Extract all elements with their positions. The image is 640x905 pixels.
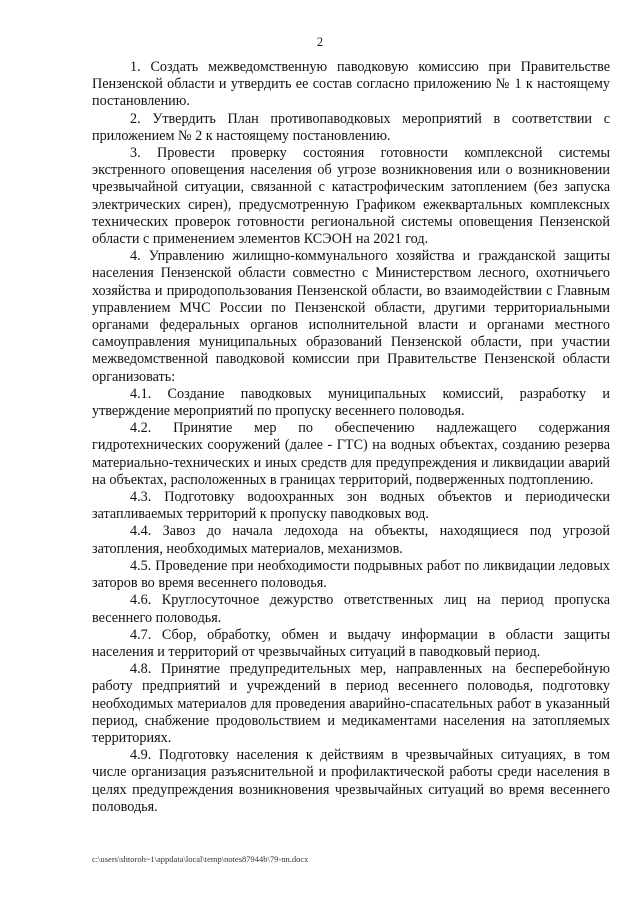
paragraph-4-1: 4.1. Создание паводковых муниципальных комиссий, разработку и утверждение мероприятий по пропуску весеннего половодья. xyxy=(92,385,610,420)
document-body xyxy=(92,59,610,816)
paragraph-4-9: 4.9. Подготовку населения к действиям в чрезвычайных ситуациях, в том числе организация разъяснительной и профилактической работы среди населения в целях предупреждения возникновения чрезвычайных ситуаций во время весеннего половодья. xyxy=(92,747,610,815)
footer-file-path: c:\users\shtoroh~1\appdata\local\temp\notes87944b\79-nn.docx xyxy=(92,854,309,864)
paragraph-4-5: 4.5. Проведение при необходимости подрывных работ по ликвидации ледовых заторов во время весеннего половодья. xyxy=(92,557,610,592)
paragraph-3: 3. Провести проверку состояния готовности комплексной системы экстренного оповещения населения об угрозе возникновения или о возникновении чрезвычайной ситуации, связанной с катастрофическим затоплением (без запуска электрических сирен), предусмотренную Графиком ежеквартальных комплексных технических проверок готовности региональной системы оповещения Пензенской области с применением элементов КСЭОН на 2021 год. xyxy=(92,145,610,248)
paragraph-1: 1. Создать межведомственную паводковую комиссию при Правительстве Пензенской области и утвердить ее состав согласно приложению № 1 к настоящему постановлению. xyxy=(92,59,610,110)
paragraph-4-2: 4.2. Принятие мер по обеспечению надлежащего содержания гидротехнических сооружений (далее - ГТС) на водных объектах, созданию резерва материально-технических и иных средств для предупреждения и ликвидации аварий на объектах, расположенных в границах территорий, подверженных подтоплению. xyxy=(92,420,610,488)
paragraph-4-8: 4.8. Принятие предупредительных мер, направленных на бесперебойную работу предприятий и учреждений в период весеннего половодья, подготовку необходимых материалов для проведения аварийно-спасательных работ в указанный период, снабжение продовольствием и медикаментами населения на затопляемых территориях. xyxy=(92,661,610,746)
paragraph-4-6: 4.6. Круглосуточное дежурство ответственных лиц на период пропуска весеннего половодья. xyxy=(92,592,610,626)
paragraph-2: 2. Утвердить План противопаводковых мероприятий в соответствии с приложением № 2 к настоящему постановлению. xyxy=(92,110,610,144)
paragraph-4-3: 4.3. Подготовку водоохранных зон водных объектов и периодически затапливаемых территорий к пропуску паводковых вод. xyxy=(92,489,610,523)
paragraph-4: 4. Управлению жилищно-коммунального хозяйства и гражданской защиты населения Пензенской области совместно с Министерством лесного, охотничьего хозяйства и природопользования Пензенской области, во взаимодействии с Главным управлением МЧС России по Пензенской области, другими территориальными органами федеральных органов исполнительной власти и органами местного самоуправления муниципальных образований Пензенской области, при участии межведомственной паводковой комиссии при Правительстве Пензенской области организовать: xyxy=(92,248,610,385)
page-number: 2 xyxy=(316,35,324,49)
paragraph-4-7: 4.7. Сбор, обработку, обмен и выдачу информации в области защиты населения и территорий от чрезвычайных ситуаций в паводковый период. xyxy=(92,626,610,660)
paragraph-4-4: 4.4. Завоз до начала ледохода на объекты, находящиеся под угрозой затопления, необходимых материалов, механизмов. xyxy=(92,523,610,557)
